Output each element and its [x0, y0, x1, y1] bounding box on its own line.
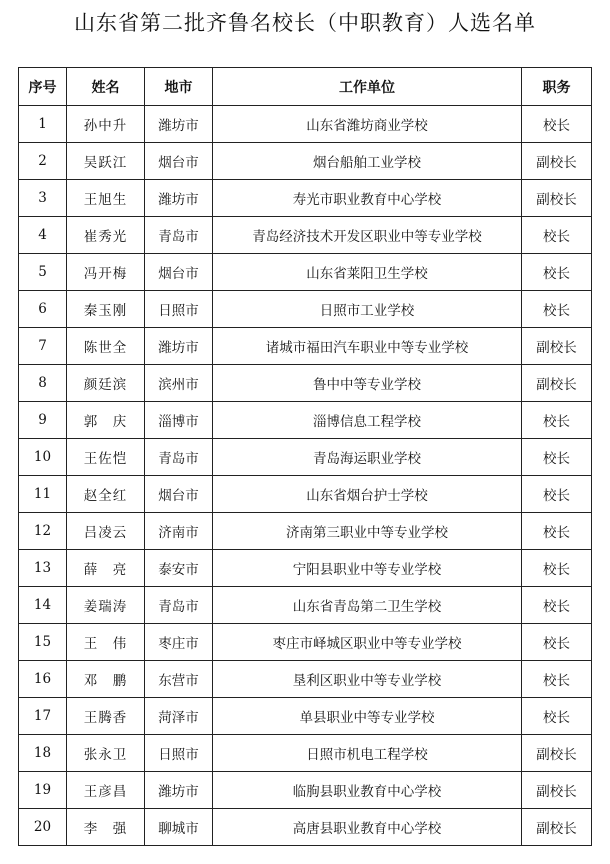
cell-name: 王彦昌 [67, 772, 145, 809]
cell-unit: 山东省青岛第二卫生学校 [213, 587, 522, 624]
table-row [19, 328, 592, 365]
cell-city: 青岛市 [145, 217, 213, 254]
cell-unit: 山东省烟台护士学校 [213, 476, 522, 513]
cell-city: 青岛市 [145, 587, 213, 624]
cell-index: 11 [19, 476, 67, 513]
cell-unit: 宁阳县职业中等专业学校 [213, 550, 522, 587]
cell-name: 赵全红 [67, 476, 145, 513]
cell-position: 校长 [522, 550, 592, 587]
cell-name: 陈世全 [67, 328, 145, 365]
cell-position: 副校长 [522, 772, 592, 809]
cell-city: 菏泽市 [145, 698, 213, 735]
cell-city: 淄博市 [145, 402, 213, 439]
table-row [19, 809, 592, 846]
cell-position: 校长 [522, 698, 592, 735]
cell-name: 吴跃江 [67, 143, 145, 180]
cell-position: 校长 [522, 217, 592, 254]
cell-name: 颜廷滨 [67, 365, 145, 402]
cell-position: 副校长 [522, 809, 592, 846]
cell-name: 崔秀光 [67, 217, 145, 254]
cell-position: 校长 [522, 254, 592, 291]
header-index: 序号 [19, 68, 67, 106]
cell-unit: 济南第三职业中等专业学校 [213, 513, 522, 550]
cell-index: 7 [19, 328, 67, 365]
table-row [19, 106, 592, 143]
cell-city: 东营市 [145, 661, 213, 698]
table-body [19, 106, 592, 846]
header-name: 姓名 [67, 68, 145, 106]
cell-unit: 青岛海运职业学校 [213, 439, 522, 476]
cell-index: 12 [19, 513, 67, 550]
cell-name: 邓 鹏 [67, 661, 145, 698]
cell-index: 9 [19, 402, 67, 439]
cell-index: 4 [19, 217, 67, 254]
cell-index: 14 [19, 587, 67, 624]
cell-index: 1 [19, 106, 67, 143]
cell-city: 聊城市 [145, 809, 213, 846]
cell-city: 潍坊市 [145, 106, 213, 143]
cell-name: 吕凌云 [67, 513, 145, 550]
cell-position: 校长 [522, 106, 592, 143]
table-row [19, 624, 592, 661]
table-row [19, 772, 592, 809]
cell-index: 19 [19, 772, 67, 809]
cell-city: 青岛市 [145, 439, 213, 476]
cell-name: 王旭生 [67, 180, 145, 217]
cell-unit: 青岛经济技术开发区职业中等专业学校 [213, 217, 522, 254]
cell-position: 校长 [522, 587, 592, 624]
cell-position: 副校长 [522, 735, 592, 772]
cell-unit: 单县职业中等专业学校 [213, 698, 522, 735]
table-row [19, 217, 592, 254]
cell-position: 副校长 [522, 328, 592, 365]
cell-unit: 山东省潍坊商业学校 [213, 106, 522, 143]
table-row [19, 254, 592, 291]
cell-city: 枣庄市 [145, 624, 213, 661]
cell-name: 王佐恺 [67, 439, 145, 476]
header-unit: 工作单位 [213, 68, 522, 106]
cell-name: 薛 亮 [67, 550, 145, 587]
cell-index: 10 [19, 439, 67, 476]
cell-city: 烟台市 [145, 476, 213, 513]
table-row [19, 735, 592, 772]
cell-city: 潍坊市 [145, 772, 213, 809]
cell-index: 13 [19, 550, 67, 587]
cell-index: 2 [19, 143, 67, 180]
cell-unit: 山东省莱阳卫生学校 [213, 254, 522, 291]
cell-name: 郭 庆 [67, 402, 145, 439]
table-row [19, 550, 592, 587]
cell-unit: 临朐县职业教育中心学校 [213, 772, 522, 809]
cell-position: 校长 [522, 402, 592, 439]
cell-name: 王 伟 [67, 624, 145, 661]
principal-roster-table [18, 67, 592, 846]
cell-name: 秦玉刚 [67, 291, 145, 328]
cell-name: 张永卫 [67, 735, 145, 772]
cell-city: 日照市 [145, 735, 213, 772]
cell-position: 校长 [522, 624, 592, 661]
table-row [19, 143, 592, 180]
cell-index: 15 [19, 624, 67, 661]
table-row [19, 587, 592, 624]
cell-index: 17 [19, 698, 67, 735]
cell-position: 校长 [522, 476, 592, 513]
cell-name: 冯开梅 [67, 254, 145, 291]
cell-city: 烟台市 [145, 254, 213, 291]
cell-unit: 垦利区职业中等专业学校 [213, 661, 522, 698]
cell-unit: 寿光市职业教育中心学校 [213, 180, 522, 217]
table-row [19, 291, 592, 328]
table-row [19, 180, 592, 217]
cell-city: 潍坊市 [145, 180, 213, 217]
cell-city: 日照市 [145, 291, 213, 328]
cell-index: 6 [19, 291, 67, 328]
cell-unit: 烟台船舶工业学校 [213, 143, 522, 180]
table-row [19, 402, 592, 439]
table-row [19, 439, 592, 476]
cell-unit: 淄博信息工程学校 [213, 402, 522, 439]
cell-unit: 枣庄市峄城区职业中等专业学校 [213, 624, 522, 661]
document-title: 山东省第二批齐鲁名校长（中职教育）人选名单 [74, 11, 536, 35]
cell-name: 王腾香 [67, 698, 145, 735]
table-row [19, 513, 592, 550]
cell-index: 5 [19, 254, 67, 291]
table-row [19, 476, 592, 513]
table-row [19, 365, 592, 402]
header-position: 职务 [522, 68, 592, 106]
cell-name: 姜瑞涛 [67, 587, 145, 624]
cell-position: 副校长 [522, 143, 592, 180]
cell-index: 3 [19, 180, 67, 217]
cell-unit: 诸城市福田汽车职业中等专业学校 [213, 328, 522, 365]
table-row [19, 698, 592, 735]
cell-position: 校长 [522, 513, 592, 550]
cell-position: 校长 [522, 291, 592, 328]
cell-position: 副校长 [522, 365, 592, 402]
cell-city: 济南市 [145, 513, 213, 550]
cell-index: 20 [19, 809, 67, 846]
cell-name: 李 强 [67, 809, 145, 846]
cell-city: 潍坊市 [145, 328, 213, 365]
cell-city: 滨州市 [145, 365, 213, 402]
cell-position: 副校长 [522, 180, 592, 217]
cell-city: 泰安市 [145, 550, 213, 587]
header-city: 地市 [145, 68, 213, 106]
cell-position: 校长 [522, 439, 592, 476]
table-header-row [19, 68, 592, 106]
cell-position: 校长 [522, 661, 592, 698]
cell-index: 18 [19, 735, 67, 772]
cell-unit: 高唐县职业教育中心学校 [213, 809, 522, 846]
cell-index: 8 [19, 365, 67, 402]
table-row [19, 661, 592, 698]
cell-name: 孙中升 [67, 106, 145, 143]
cell-city: 烟台市 [145, 143, 213, 180]
cell-unit: 鲁中中等专业学校 [213, 365, 522, 402]
cell-index: 16 [19, 661, 67, 698]
cell-unit: 日照市机电工程学校 [213, 735, 522, 772]
cell-unit: 日照市工业学校 [213, 291, 522, 328]
